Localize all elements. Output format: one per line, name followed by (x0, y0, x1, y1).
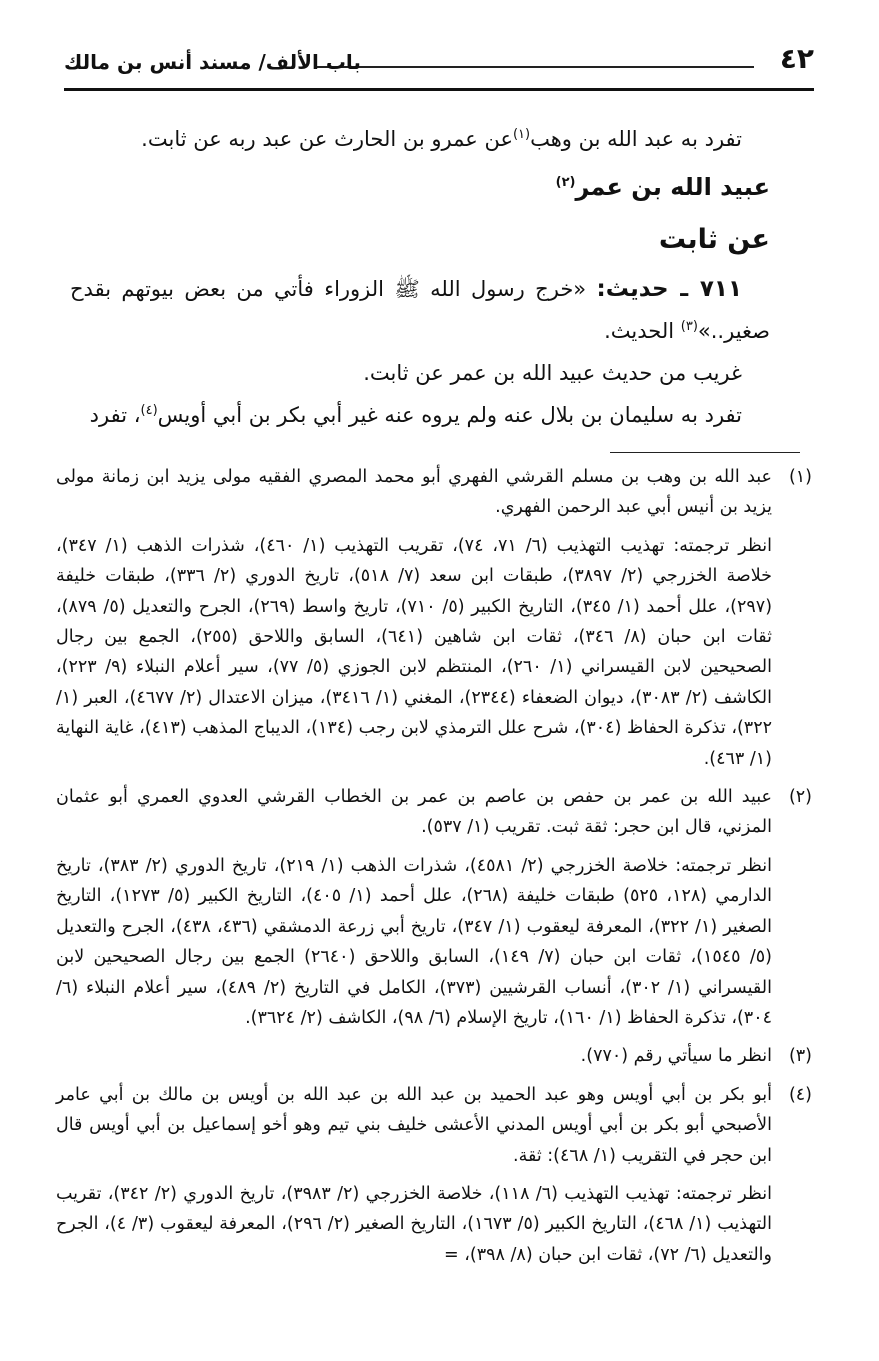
intro-paragraph (70, 118, 770, 160)
footnote-ref-2: (٢) (555, 175, 576, 190)
footnote-body (56, 1080, 772, 1270)
footnote-paragraph: انظر ترجمته: تهذيب التهذيب (٦/ ٧١، ٧٤)، تقريب التهذيب (١/ ٤٦٠)، شذرات الذهب (١/ ٣٤٧)، خلاصة الخزرجي (٢/ ٣٨٩٧)، طبقات ابن سعد (٧/ ٥١٨)، تاريخ الدوري (٢/ ٣٣٦)، طبقات خليفة (٢٩٧)، علل أحمد (١/ ٣٤٥)، التاريخ الكبير (٥/ ٧١٠)، تاريخ واسط (٢٦٩)، الجرح والتعديل (٥/ ٨٧٩)، ثقات ابن حبان (٨/ ٣٤٦)، ثقات ابن شاهين (٦٤١)، السابق واللاحق (٢٥٥)، الجمع بين رجال الصحيحين لابن القيسراني (١/ ٢٦٠)، المنتظم لابن الجوزي (٥/ ٧٧)، سير أعلام النبلاء (٩/ ٢٢٣)، الكاشف (٢/ ٣٠٨٣)، ديوان الضعفاء (٢٣٤٤)، المغني (١/ ٣٤١٦)، ميزان الاعتدال (٢/ ٤٦٧٧)، العبر (١/ ٣٢٢)، تذكرة الحفاظ (٣٠٤)، شرح علل الترمذي لابن رجب (١٣٤)، الديباج المذهب (٤١٣)، غاية النهاية (١/ ٤٦٣). (56, 535, 773, 769)
hadith-number: ٧١١ ـ حديث: (596, 276, 742, 302)
commentary-line-1: غريب من حديث عبيد الله بن عمر عن ثابت. (363, 361, 742, 385)
hadith-text: «خرج رسول الله ﷺ الزوراء فأتي من بعض بيوتهم بقدح صغير..» (70, 277, 770, 343)
header-rule (64, 88, 814, 91)
footnote-1 (56, 462, 812, 774)
footnote-body (56, 782, 772, 1033)
narrator-name: عبيد الله بن عمر (575, 173, 770, 201)
footnote-ref-3: (٣) (680, 319, 698, 334)
footnote-paragraph: عبد الله بن وهب بن مسلم القرشي الفهري أبو محمد المصري الفقيه مولى يزيد ابن زمانة مولى يزيد بن أنيس أبي عبد الرحمن الفهري. (56, 467, 772, 518)
section-heading (70, 162, 770, 212)
footnote-mark: (٤) (788, 1084, 812, 1105)
commentary-2b: ، تفرد (89, 403, 141, 427)
page-header (64, 40, 814, 90)
footnote-body (56, 1041, 772, 1071)
header-dash-line (314, 66, 754, 68)
footnote-ref-1: (١) (512, 127, 531, 142)
footnote-paragraph: انظر ترجمته: خلاصة الخزرجي (٢/ ٤٥٨١)، شذرات الذهب (١/ ٢١٩)، تاريخ الدوري (٢/ ٣٨٣)، تاريخ الدارمي (١٢٨، ٥٢٥) طبقات خليفة (٢٦٨)، علل أحمد (١/ ٤٠٥)، التاريخ الكبير (٥/ ١٢٧٣)، التاريخ الصغير (١/ ٣٢٢)، المعرفة ليعقوب (١/ ٣٤٧)، تاريخ أبي زرعة الدمشقي (٤٣٦، ٤٣٨)، الجرح والتعديل (٥/ ١٥٤٥)، ثقات ابن حبان (٧/ ١٤٩)، السابق واللاحق (٢٦٤٠) الجمع بين رجال الصحيحين لابن القيسراني (١/ ٣٠٢)، أنساب القرشيين (٣٧٣)، الكامل في التاريخ (٢/ ٤٨٩)، سير أعلام النبلاء (٦/ ٣٠٤)، تذكرة الحفاظ (١/ ١٦٠)، تاريخ الإسلام (٦/ ٩٨)، الكاشف (٢/ ٣٦٢٤). (56, 855, 773, 1028)
footnote-2 (56, 782, 812, 1033)
section-subheading: عن ثابت (658, 224, 770, 255)
footnote-3 (56, 1041, 812, 1071)
footnote-mark: (٢) (788, 787, 812, 808)
intro-line: تفرد به عبد الله بن وهب (530, 127, 742, 151)
commentary-line-2 (70, 394, 770, 436)
commentary-2a: تفرد به سليمان بن بلال عنه ولم يروه عنه غير أبي بكر بن أبي أويس (157, 403, 742, 427)
footnote-ref-4: (٤) (140, 403, 158, 418)
main-text (70, 118, 770, 436)
hadith-end: الحديث. (604, 319, 681, 343)
hadith-paragraph (70, 268, 770, 352)
footnote-mark: (٣) (788, 1046, 812, 1067)
footnote-4 (56, 1080, 812, 1270)
footnote-paragraph: أبو بكر بن أبي أويس وهو عبد الحميد بن عبد الله بن عبد الله بن أويس بن مالك بن أبي عامر الأصبحي أبو بكر بن أبي أويس المدني الأعشى خليف بني تيم وهو أخو إسماعيل بن أبي أويس قال ابن حجر في التقريب (١/ ٤٦٨): ثقة. (56, 1084, 772, 1166)
footnote-mark: (١) (788, 467, 812, 487)
page-number: ٤٢ (779, 42, 814, 75)
footnote-paragraph: انظر ما سيأتي رقم (٧٧٠). (580, 1046, 772, 1067)
footnote-paragraph: عبيد الله بن عمر بن حفص بن عاصم بن عمر بن الخطاب القرشي العدوي العمري أبو عثمان المزني، قال ابن حجر: ثقة ثبت. تقريب (١/ ٥٣٧). (56, 787, 772, 838)
running-title: باب الألف/ مسند أنس بن مالك (64, 50, 361, 74)
intro-rest: عن عمرو بن الحارث عن عبد ربه عن ثابت. (141, 127, 513, 151)
footnote-body (56, 462, 772, 774)
footnote-paragraph: انظر ترجمته: تهذيب التهذيب (٦/ ١١٨)، خلاصة الخزرجي (٢/ ٣٩٨٣)، تاريخ الدوري (٢/ ٣٤٢)، تقريب التهذيب (١/ ٤٦٨)، التاريخ الكبير (٥/ ١٦٧٣)، التاريخ الصغير (٢/ ٢٩٦)، المعرفة ليعقوب (٣/ ٤)، الجرح والتعديل (٦/ ٧٢)، ثقات ابن حبان (٨/ ٣٩٨)، = (56, 1183, 772, 1265)
footnote-separator (610, 452, 800, 453)
footnotes (56, 462, 812, 1270)
